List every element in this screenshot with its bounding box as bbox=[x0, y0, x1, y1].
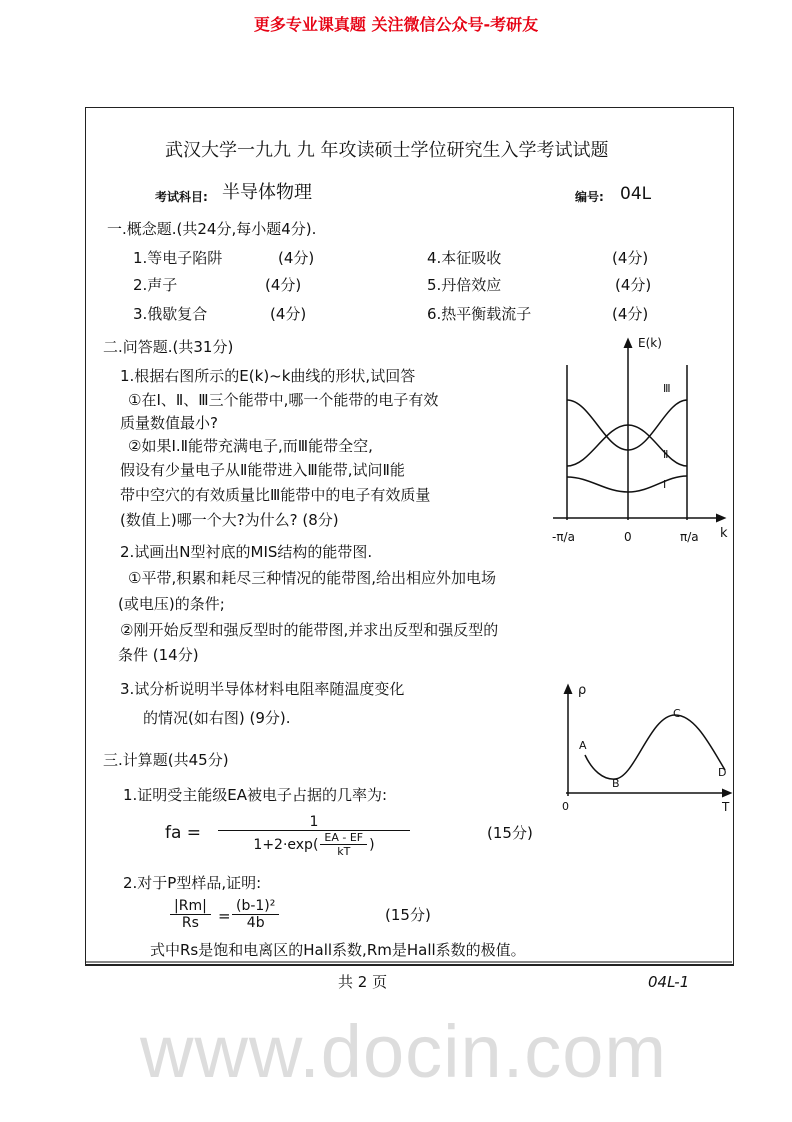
q1-line: ②如果Ⅰ.Ⅱ能带充满电子,而Ⅲ能带全空, bbox=[128, 437, 373, 455]
calc-q1: 1.证明受主能级EA被电子占据的几率为: bbox=[123, 786, 388, 804]
subject: 半导体物理 bbox=[222, 182, 312, 203]
calc-q2: 2.对于P型样品,证明: bbox=[123, 874, 262, 892]
chart2-ylabel: ρ bbox=[578, 683, 587, 698]
formula1-fraction: 1 1+2·exp( $\frac{EA - EF}{kT}$ ) bbox=[218, 814, 410, 858]
point-label: D bbox=[718, 766, 727, 779]
q2-line: ①平带,积累和耗尽三种情况的能带图,给出相应外加电场 bbox=[128, 569, 496, 587]
q3-line: 3.试分析说明半导体材料电阻率随温度变化 bbox=[120, 680, 405, 698]
q1-line: 1.根据右图所示的E(k)~k曲线的形状,试回答 bbox=[120, 367, 416, 385]
q1-line: 带中空穴的有效质量比Ⅲ能带中的电子有效质量 bbox=[120, 486, 431, 504]
concept-item: 5.丹倍效应 bbox=[427, 276, 502, 294]
concept-item: 3.俄歇复合 bbox=[133, 305, 208, 323]
section2-heading: 二.问答题.(共31分) bbox=[103, 338, 234, 356]
concept-score: (4分) bbox=[265, 276, 302, 294]
point-label: B bbox=[612, 777, 620, 790]
q2-line: (或电压)的条件; bbox=[118, 595, 225, 613]
concept-score: (4分) bbox=[278, 249, 315, 267]
point-label: A bbox=[579, 739, 587, 752]
q2-line: 2.试画出N型衬底的MIS结构的能带图. bbox=[120, 543, 373, 561]
formula1-lhs: fa = bbox=[165, 823, 202, 843]
code-label: 编号: bbox=[575, 190, 604, 204]
resistivity-diagram bbox=[566, 688, 728, 796]
watermark: www.docin.com bbox=[140, 1010, 668, 1093]
concept-item: 2.声子 bbox=[133, 276, 178, 294]
chart2-xlabel: T bbox=[722, 800, 730, 814]
concept-score: (4分) bbox=[612, 305, 649, 323]
section3-heading: 三.计算题(共45分) bbox=[103, 751, 229, 769]
concept-score: (4分) bbox=[615, 276, 652, 294]
formula2-rhs: $\frac{\text{(b-1)²}}{4b}$ bbox=[232, 898, 279, 931]
formula2-equals: = bbox=[218, 907, 231, 925]
page-id: 04L-1 bbox=[648, 973, 690, 991]
chart1-xlabel: k bbox=[720, 526, 728, 541]
concept-score: (4分) bbox=[612, 249, 649, 267]
band-label: Ⅰ bbox=[663, 478, 667, 491]
section1-heading: 一.概念题.(共24分,每小题4分). bbox=[107, 220, 317, 238]
formula2-note: 式中Rs是饱和电离区的Hall系数,Rm是Hall系数的极值。 bbox=[150, 941, 526, 959]
tick-label: -π/a bbox=[552, 530, 575, 544]
band-I-curve bbox=[567, 476, 687, 492]
tick-label: π/a bbox=[680, 530, 699, 544]
band-label: Ⅱ bbox=[663, 448, 669, 461]
tick-label: 0 bbox=[624, 530, 632, 544]
q1-line: ①在Ⅰ、Ⅱ、Ⅲ三个能带中,哪一个能带的电子有效 bbox=[128, 391, 439, 409]
chart2-origin: 0 bbox=[562, 800, 569, 813]
q1-line: (数值上)哪一个大?为什么? (8分) bbox=[120, 511, 339, 529]
chart1-ylabel: E(k) bbox=[638, 336, 662, 350]
formula2-lhs: $\frac{|Rm|}{Rs}$ bbox=[170, 898, 211, 931]
formula1-score: (15分) bbox=[487, 824, 533, 842]
q3-line: 的情况(如右图) (9分). bbox=[143, 709, 291, 727]
band-II-curve bbox=[567, 425, 687, 466]
band-diagram bbox=[553, 342, 722, 520]
band-label: Ⅲ bbox=[663, 382, 671, 395]
concept-item: 6.热平衡载流子 bbox=[427, 305, 532, 323]
page-count: 共 2 页 bbox=[338, 973, 388, 991]
point-label: C bbox=[673, 707, 681, 720]
q2-line: ②刚开始反型和强反型时的能带图,并求出反型和强反型的 bbox=[120, 621, 499, 639]
promo-banner: 更多专业课真题 关注微信公众号-考研友 bbox=[253, 15, 539, 34]
code: 04L bbox=[620, 184, 652, 204]
q1-line: 假设有少量电子从Ⅱ能带进入Ⅲ能带,试问Ⅱ能 bbox=[120, 461, 405, 479]
formula2-score: (15分) bbox=[385, 906, 431, 924]
exam-title: 武汉大学一九九 九 年攻读硕士学位研究生入学考试试题 bbox=[165, 140, 609, 161]
resistivity-curve bbox=[585, 715, 725, 779]
subject-label: 考试科目: bbox=[155, 190, 208, 204]
concept-item: 4.本征吸收 bbox=[427, 249, 502, 267]
q2-line: 条件 (14分) bbox=[118, 646, 199, 664]
q1-line: 质量数值最小? bbox=[120, 414, 218, 432]
concept-item: 1.等电子陷阱 bbox=[133, 249, 223, 267]
concept-score: (4分) bbox=[270, 305, 307, 323]
